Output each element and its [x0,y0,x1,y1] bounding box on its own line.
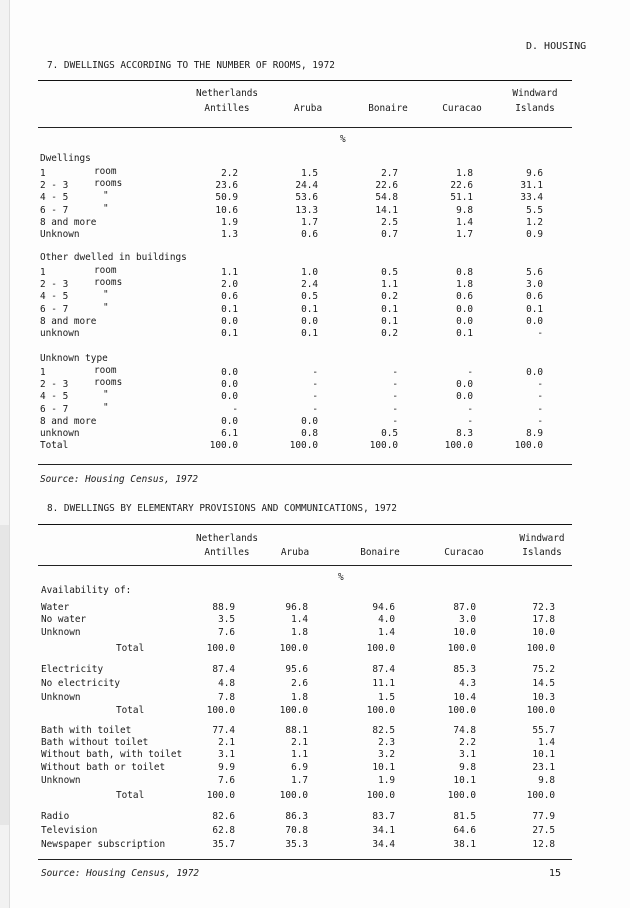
table-cell: - [467,367,473,378]
table-cell: 10.1 [532,749,555,760]
table-cell: 35.7 [212,839,235,850]
table-cell: 100.0 [206,705,235,716]
table-cell: 0.0 [301,315,318,327]
table-cell: 10.0 [532,627,555,638]
t7-source: Source: Housing Census, 1972 [40,474,199,485]
table-cell: 1.7 [291,775,308,786]
table-cell: - [392,367,398,378]
table-cell: 1.5 [301,168,318,179]
table-cell: 100.0 [526,790,555,801]
table-cell: 100.0 [366,705,395,716]
t8-head-bonaire: Bonaire [360,547,400,558]
table-cell: 100.0 [206,643,235,654]
t7-head-aruba: Aruba [293,103,323,114]
table-cell: - [392,403,398,415]
table-cell: 2.1 [291,737,308,748]
t7-head-na-1: Netherlands [195,88,259,99]
table-cell: 3.0 [459,614,476,625]
table-cell: 5.5 [526,204,543,216]
table-cell: 2.2 [459,737,476,748]
table-cell: 1.1 [381,279,398,291]
row-label: 6 - 7 [40,403,69,415]
row-label: 1 [40,168,46,179]
table-cell: 4.0 [378,614,395,625]
table-cell: 1.4 [291,614,308,625]
total-label: Total [116,643,145,654]
t7-head-wi-2: Islands [515,103,555,114]
table-cell: 2.1 [218,737,235,748]
table-cell: 10.1 [372,762,395,773]
t8-head-curacao: Curacao [444,547,484,558]
table-cell: 22.6 [375,180,398,192]
table-cell: 0.0 [456,391,473,403]
table-cell: 70.8 [285,825,308,836]
row-label: 8 and more [40,216,97,228]
table-cell: 100.0 [526,705,555,716]
table-cell: 31.1 [520,180,543,192]
row-label: unknown [40,428,80,439]
table-cell: 55.7 [532,725,555,736]
table-cell: 1.4 [538,737,555,748]
row-label: 4 - 5 [40,391,69,403]
table-cell: 0.1 [456,328,473,339]
t8-unit: % [338,572,344,583]
table-cell: 82.6 [212,811,235,822]
table-cell: 87.0 [453,602,476,613]
row-label: Without bath or toilet [41,762,166,773]
group-title: Unknown type [40,353,108,364]
table-cell: 0.0 [456,315,473,327]
table-cell: 34.1 [372,825,395,836]
table-cell: 1.7 [301,216,318,228]
table-cell: 100.0 [526,643,555,654]
table-cell: 2.2 [221,168,238,179]
table-cell: 4.3 [459,678,476,689]
row-sublabel: rooms [94,277,123,289]
table-cell: 100.0 [447,790,476,801]
table-cell: 88.9 [212,602,235,613]
table-8-head-rule [38,565,572,566]
table-cell: 33.4 [520,192,543,204]
t8-head-na-2: Antilles [204,547,250,558]
row-label: Television [41,825,98,836]
table-cell: 0.6 [301,229,318,240]
page-number: 15 [549,868,562,879]
table-cell: 35.3 [285,839,308,850]
t8-head-wi-1: Windward [519,533,565,544]
table-cell: 82.5 [372,725,395,736]
group-title: Other dwelled in buildings [40,252,187,263]
table-cell: 88.1 [285,725,308,736]
row-label: unknown [40,328,80,339]
table-cell: 1.1 [291,749,308,760]
table-cell: 1.5 [378,692,395,703]
table-cell: 100.0 [366,643,395,654]
row-sublabel: " [103,301,109,313]
table-cell: 0.0 [456,379,473,391]
table-cell: 0.0 [456,303,473,315]
table-cell: 86.3 [285,811,308,822]
table-cell: 0.1 [381,315,398,327]
table-cell: 12.8 [532,839,555,850]
table-cell: 62.8 [212,825,235,836]
table-cell: 0.0 [221,379,238,391]
t8-availability-label: Availability of: [41,585,132,596]
t8-head-na-1: Netherlands [195,533,259,544]
table-cell: 100.0 [514,440,543,452]
table-8-title: 8. DWELLINGS BY ELEMENTARY PROVISIONS AND COMMUNICATIONS, 1972 [47,503,397,514]
table-cell: 0.6 [456,291,473,303]
table-cell: 2.3 [378,737,395,748]
table-cell: 14.5 [532,678,555,689]
t7-head-bonaire: Bonaire [368,103,408,114]
table-cell: 22.6 [450,180,473,192]
table-cell: 81.5 [453,811,476,822]
table-cell: 100.0 [279,790,308,801]
table-cell: 34.4 [372,839,395,850]
t8-source: Source: Housing Census, 1972 [41,868,200,879]
table-cell: 2.0 [221,279,238,291]
row-label: 2 - 3 [40,379,69,391]
table-cell: 9.9 [218,762,235,773]
row-label: Unknown [41,692,81,703]
table-cell: 100.0 [279,705,308,716]
table-cell: 83.7 [372,811,395,822]
table-cell: 3.1 [218,749,235,760]
table-cell: 1.2 [526,216,543,228]
scan-binding-shadow [0,525,9,825]
table-cell: 0.5 [381,267,398,278]
table-cell: - [392,379,398,391]
row-label: Bath without toilet [41,737,149,748]
row-label: No water [41,614,87,625]
table-cell: 100.0 [209,440,238,452]
table-cell: 3.5 [218,614,235,625]
table-cell: 38.1 [453,839,476,850]
table-cell: 0.1 [526,303,543,315]
table-cell: 0.0 [221,315,238,327]
table-cell: 24.4 [295,180,318,192]
table-cell: 100.0 [447,643,476,654]
row-label: Without bath, with toilet [41,749,183,760]
t8-head-wi-2: Islands [522,547,562,558]
table-cell: 3.0 [526,279,543,291]
table-cell: 7.6 [218,775,235,786]
table-cell: 0.5 [381,428,398,439]
table-cell: 72.3 [532,602,555,613]
table-cell: 3.1 [459,749,476,760]
table-7-head-rule [38,127,572,128]
table-cell: - [312,379,318,391]
table-cell: 2.4 [301,279,318,291]
table-cell: 1.1 [221,267,238,278]
table-cell: 4.8 [218,678,235,689]
row-label: Unknown [41,775,81,786]
table-7-bottom-rule [38,464,572,465]
row-sublabel: rooms [94,377,123,389]
row-label: Radio [41,811,70,822]
table-cell: 10.6 [215,204,238,216]
table-cell: 100.0 [289,440,318,452]
table-cell: 85.3 [453,664,476,675]
table-7-top-rule [38,80,572,81]
total-label: Total [116,790,145,801]
row-label: Unknown [41,627,81,638]
table-8-bottom-rule [38,859,572,860]
row-label: Total [40,440,69,452]
table-cell: 0.0 [301,415,318,427]
table-cell: 87.4 [212,664,235,675]
table-cell: 9.6 [526,168,543,179]
table-cell: 17.8 [532,614,555,625]
table-cell: 0.0 [526,367,543,378]
table-cell: 8.9 [526,428,543,439]
table-cell: 64.6 [453,825,476,836]
row-label: Water [41,602,70,613]
table-cell: 100.0 [206,790,235,801]
table-cell: 23.6 [215,180,238,192]
table-cell: 2.5 [381,216,398,228]
table-cell: 10.1 [453,775,476,786]
table-cell: 11.1 [372,678,395,689]
table-cell: 2.7 [381,168,398,179]
row-label: 8 and more [40,415,97,427]
row-sublabel: " [103,389,109,401]
table-cell: 0.1 [381,303,398,315]
row-label: 8 and more [40,315,97,327]
table-7-title: 7. DWELLINGS ACCORDING TO THE NUMBER OF ROOMS, 1972 [47,60,335,71]
row-label: 2 - 3 [40,180,69,192]
table-cell: 0.0 [221,415,238,427]
row-sublabel: room [94,166,117,177]
table-cell: 0.5 [301,291,318,303]
table-cell: 1.8 [291,627,308,638]
row-sublabel: " [103,190,109,202]
table-cell: 0.8 [301,428,318,439]
table-cell: 0.0 [526,315,543,327]
table-cell: 10.0 [453,627,476,638]
table-cell: 75.2 [532,664,555,675]
table-cell: 1.7 [456,229,473,240]
table-cell: 8.3 [456,428,473,439]
table-cell: 1.9 [221,216,238,228]
table-cell: 10.4 [453,692,476,703]
table-cell: - [467,415,473,427]
table-cell: - [537,379,543,391]
table-cell: - [312,391,318,403]
t7-head-na-2: Antilles [204,103,250,114]
table-cell: 53.6 [295,192,318,204]
t8-head-aruba: Aruba [280,547,310,558]
table-cell: 27.5 [532,825,555,836]
row-sublabel: " [103,289,109,301]
row-label: Electricity [41,664,104,675]
row-label: Bath with toilet [41,725,132,736]
table-cell: 0.6 [221,291,238,303]
table-cell: 1.4 [378,627,395,638]
row-sublabel: room [94,265,117,276]
table-cell: 100.0 [366,790,395,801]
table-cell: 50.9 [215,192,238,204]
table-cell: 6.1 [221,428,238,439]
table-cell: 0.1 [301,303,318,315]
table-cell: 13.3 [295,204,318,216]
table-cell: 3.2 [378,749,395,760]
row-sublabel: " [103,202,109,214]
table-cell: 94.6 [372,602,395,613]
row-label: Unknown [40,229,80,240]
table-cell: - [312,403,318,415]
t7-head-wi-1: Windward [512,88,558,99]
table-cell: 7.6 [218,627,235,638]
table-cell: 14.1 [375,204,398,216]
table-cell: 0.6 [526,291,543,303]
t7-head-curacao: Curacao [442,103,482,114]
row-sublabel: rooms [94,178,123,190]
table-cell: 1.8 [456,168,473,179]
table-cell: 0.8 [456,267,473,278]
table-cell: 7.8 [218,692,235,703]
row-label: 6 - 7 [40,204,69,216]
table-cell: 74.8 [453,725,476,736]
row-label: 1 [40,367,46,378]
table-cell: 1.9 [378,775,395,786]
table-cell: - [312,367,318,378]
table-cell: 5.6 [526,267,543,278]
table-cell: - [467,403,473,415]
row-label: 1 [40,267,46,278]
table-cell: 0.2 [381,328,398,339]
table-cell: - [392,415,398,427]
table-cell: 0.0 [221,391,238,403]
table-cell: 9.8 [459,762,476,773]
table-cell: 100.0 [279,643,308,654]
table-cell: - [392,391,398,403]
table-cell: 1.3 [221,229,238,240]
row-label: 2 - 3 [40,279,69,291]
table-cell: 1.8 [291,692,308,703]
table-cell: 95.6 [285,664,308,675]
table-cell: 0.1 [301,328,318,339]
table-cell: 100.0 [447,705,476,716]
table-cell: - [232,403,238,415]
row-sublabel: " [103,401,109,413]
table-cell: 0.2 [381,291,398,303]
table-cell: 54.8 [375,192,398,204]
row-label: 4 - 5 [40,192,69,204]
total-label: Total [116,705,145,716]
table-cell: 1.0 [301,267,318,278]
table-cell: 6.9 [291,762,308,773]
table-cell: - [537,403,543,415]
table-cell: - [537,328,543,339]
table-cell: 0.1 [221,303,238,315]
table-cell: 1.8 [456,279,473,291]
table-8-top-rule [38,524,572,525]
table-cell: 2.6 [291,678,308,689]
table-cell: 0.0 [221,367,238,378]
table-cell: 87.4 [372,664,395,675]
table-cell: - [537,391,543,403]
row-label: 6 - 7 [40,303,69,315]
row-sublabel: room [94,365,117,376]
table-cell: 51.1 [450,192,473,204]
table-cell: 96.8 [285,602,308,613]
table-cell: 23.1 [532,762,555,773]
table-cell: 0.9 [526,229,543,240]
table-cell: 0.1 [221,328,238,339]
row-label: No electricity [41,678,121,689]
table-cell: 100.0 [444,440,473,452]
table-cell: 77.4 [212,725,235,736]
section-header: D. HOUSING [526,41,587,52]
row-label: Newspaper subscription [41,839,166,850]
table-cell: 100.0 [369,440,398,452]
group-title: Dwellings [40,153,91,164]
table-cell: 10.3 [532,692,555,703]
row-label: 4 - 5 [40,291,69,303]
t7-unit: % [340,134,346,145]
table-cell: 0.7 [381,229,398,240]
table-cell: - [537,415,543,427]
table-cell: 9.8 [538,775,555,786]
table-cell: 77.9 [532,811,555,822]
table-cell: 1.4 [456,216,473,228]
table-cell: 9.8 [456,204,473,216]
